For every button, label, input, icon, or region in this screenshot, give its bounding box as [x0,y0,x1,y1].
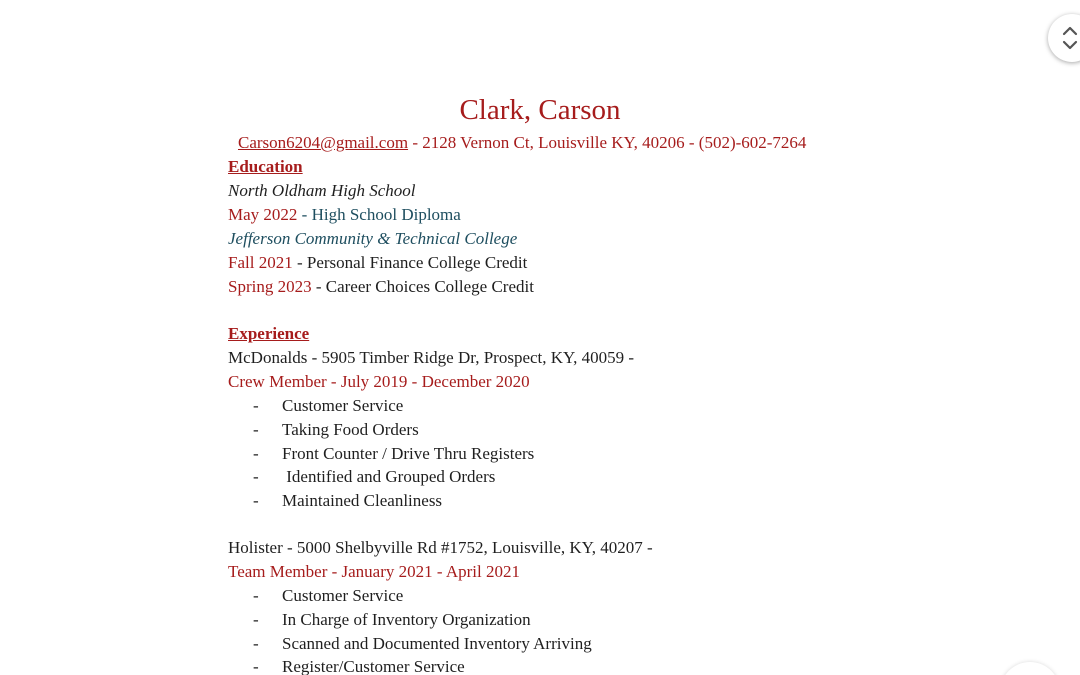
job-2-duty: Register/Customer Service [282,657,465,675]
resume-name: Clark, Carson [459,94,621,126]
credit-2-detail: - Career Choices College Credit [311,277,534,296]
bullet-marker: - [253,634,259,653]
credit-2-date: Spring 2023 [228,277,312,296]
bullet-marker: - [253,444,259,463]
email-link[interactable]: Carson6204@gmail.com [238,133,409,152]
experience-heading: Experience [228,324,310,343]
bullet-marker: - [253,657,259,675]
bullet-marker: - [253,420,259,439]
bullet-marker: - [253,491,259,510]
school-college: Jefferson Community & Technical College [228,229,518,248]
education-heading: Education [228,157,303,176]
job-1-duty: Taking Food Orders [282,420,419,439]
job-2-duty: Customer Service [282,586,404,605]
job-1-duty: Identified and Grouped Orders [282,467,496,486]
credit-line-1 [228,252,527,274]
diploma-separator: - [297,205,312,224]
job-2-duty: Scanned and Documented Inventory Arriving [282,634,592,653]
job-1-duty: Maintained Cleanliness [282,491,443,510]
contact-details: - 2128 Vernon Ct, Louisville KY, 40206 - (502)-602-7264 [408,133,807,152]
diploma-date: May 2022 [228,205,298,224]
job-1-duty: Customer Service [282,396,404,415]
bullet-marker: - [253,396,259,415]
diploma-line [228,204,461,226]
job-2-duty: In Charge of Inventory Organization [282,610,531,629]
credit-1-date: Fall 2021 [228,253,293,272]
credit-1-detail: - Personal Finance College Credit [292,253,528,272]
job-1-employer: McDonalds - 5905 Timber Ridge Dr, Prospect, KY, 40059 - [228,348,635,367]
job-1-role: Crew Member - July 2019 - December 2020 [228,372,530,391]
bullet-marker: - [253,467,259,486]
bullet-marker: - [253,610,259,629]
diploma-detail: High School Diploma [311,205,461,224]
contact-line [238,132,806,154]
bullet-marker: - [253,586,259,605]
job-2-role: Team Member - January 2021 - April 2021 [228,562,520,581]
job-2-employer: Holister - 5000 Shelbyville Rd #1752, Louisville, KY, 40207 - [228,538,653,557]
chevron-up-down-icon[interactable] [1060,24,1080,52]
school-high-school: North Oldham High School [228,181,416,200]
job-1-duty: Front Counter / Drive Thru Registers [282,444,535,463]
credit-line-2 [228,276,534,298]
